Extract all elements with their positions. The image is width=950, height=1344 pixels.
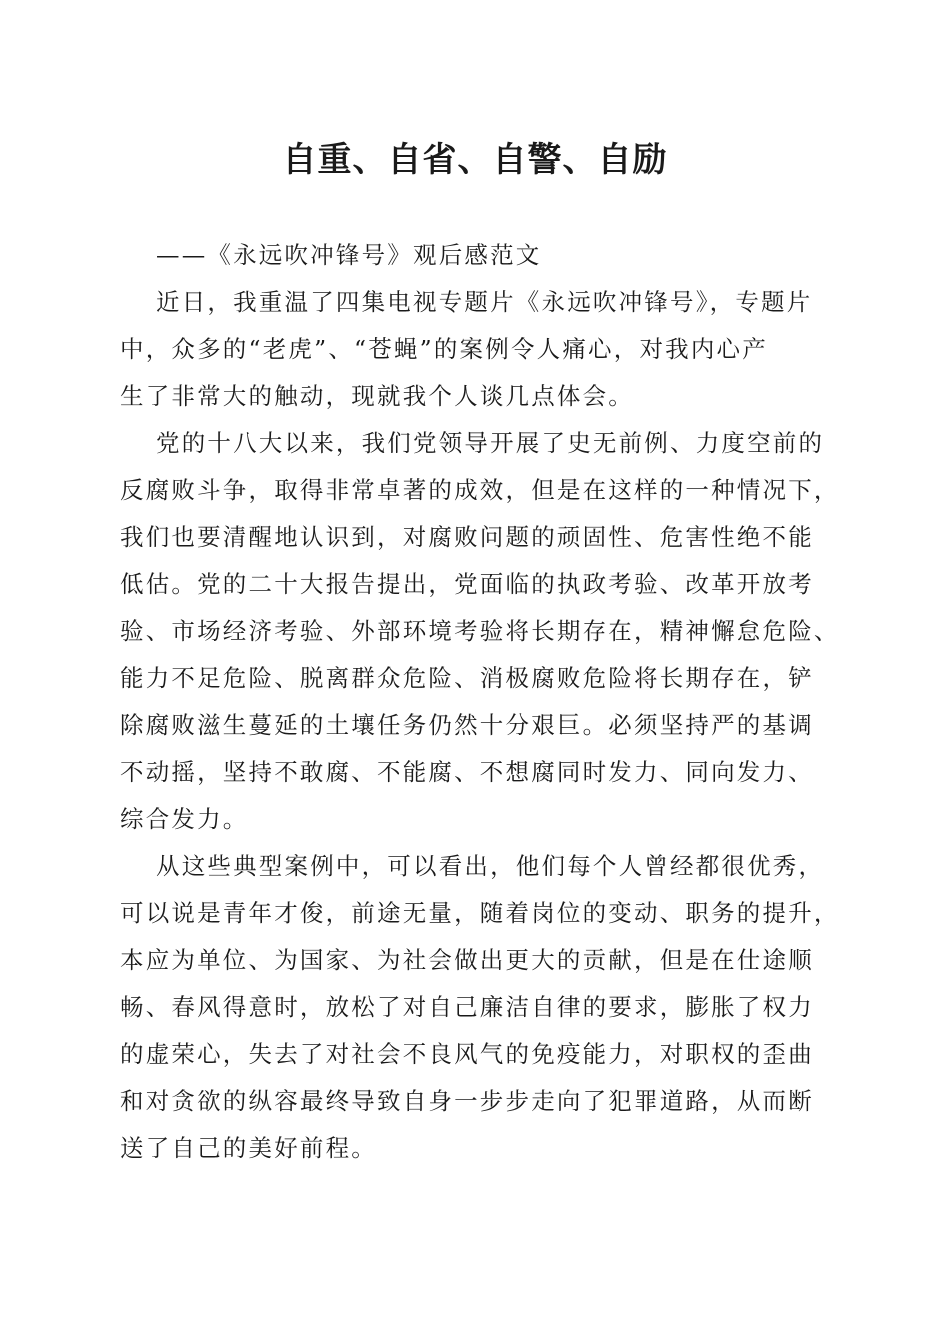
paragraph-line: 不动摇，坚持不敢腐、不能腐、不想腐同时发力、同向发力、: [120, 758, 814, 786]
paragraph-line: 低估。党的二十大报告提出，党面临的执政考验、改革开放考: [120, 570, 814, 598]
paragraph-3: [120, 843, 840, 1172]
paragraph-1: [120, 279, 840, 420]
paragraph-line: 的虚荣心，失去了对社会不良风气的免疫能力，对职权的歪曲: [120, 1040, 814, 1068]
paragraph-2: [120, 420, 840, 843]
paragraph-line: 畅、春风得意时，放松了对自己廉洁自律的要求，膨胀了权力: [120, 993, 814, 1021]
paragraph-line: 生了非常大的触动，现就我个人谈几点体会。: [120, 382, 634, 410]
subtitle: ——《永远吹冲锋号》观后感范文: [156, 241, 542, 269]
paragraph-line: 除腐败滋生蔓延的土壤任务仍然十分艰巨。必须坚持严的基调: [120, 711, 814, 739]
paragraph-line: 从这些典型案例中，可以看出，他们每个人曾经都很优秀，: [156, 852, 825, 880]
paragraph-line: 可以说是青年才俊，前途无量，随着岗位的变动、职务的提升，: [120, 899, 840, 927]
paragraph-line: 我们也要清醒地认识到，对腐败问题的顽固性、危害性绝不能: [120, 523, 814, 551]
paragraph-line: 近日，我重温了四集电视专题片《永远吹冲锋号》，专题片: [156, 288, 813, 316]
paragraph-line: 中，众多的“老虎”、“苍蝇”的案例令人痛心，对我内心产: [120, 335, 768, 363]
paragraph-line: 送了自己的美好前程。: [120, 1134, 377, 1162]
paragraph-line: 综合发力。: [120, 805, 249, 833]
page-title: 自重、自省、自警、自励: [282, 140, 668, 180]
paragraph-line: 反腐败斗争，取得非常卓著的成效，但是在这样的一种情况下，: [120, 476, 840, 504]
paragraph-line: 本应为单位、为国家、为社会做出更大的贡献，但是在仕途顺: [120, 946, 814, 974]
paragraph-line: 验、市场经济考验、外部环境考验将长期存在，精神懈怠危险、: [120, 617, 840, 645]
paragraph-line: 和对贪欲的纵容最终导致自身一步步走向了犯罪道路，从而断: [120, 1087, 814, 1115]
paragraph-line: 党的十八大以来，我们党领导开展了史无前例、力度空前的: [156, 429, 825, 457]
document-body: [120, 232, 840, 1172]
paragraph-line: 能力不足危险、脱离群众危险、消极腐败危险将长期存在，铲: [120, 664, 814, 692]
